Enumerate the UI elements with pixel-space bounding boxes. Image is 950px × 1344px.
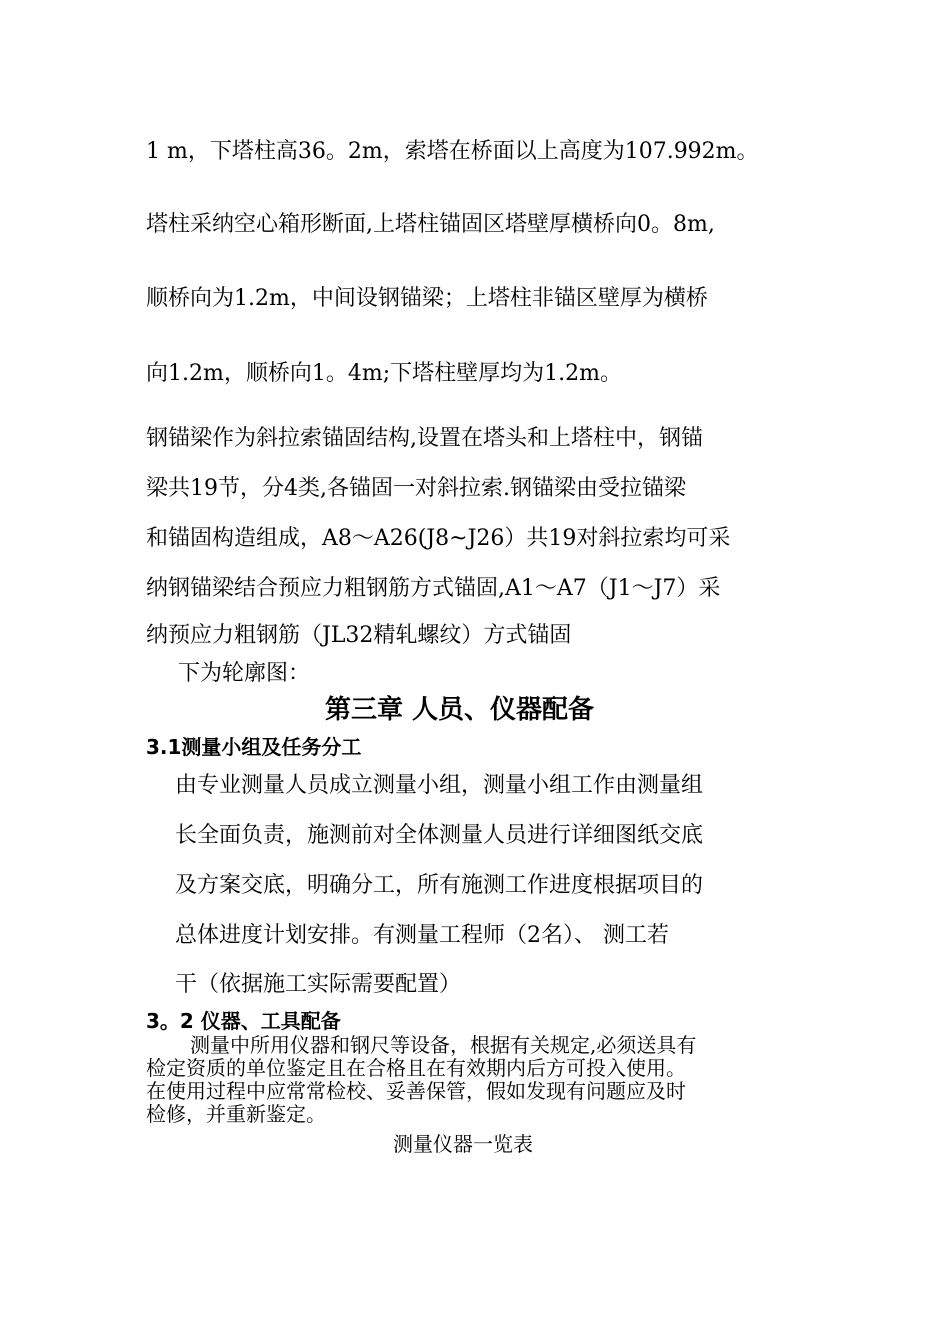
intro-line-2: 塔柱采纳空心箱形断面,上塔柱锚固区塔壁厚横桥向0。8m, [146,212,715,237]
intro-line-4: 向1.2m，顺桥向1。4m;下塔柱壁厚均为1.2m。 [146,361,622,386]
intro-line-9: 纳预应力粗钢筋（JL32精轧螺纹）方式锚固 [146,623,572,648]
section-3-2-line-1: 测量中所用仪器和钢尺等设备，根据有关规定,必须送具有 [190,1033,697,1057]
section-3-1-line-3: 及方案交底，明确分工，所有施测工作进度根据项目的 [175,873,704,898]
section-3-1-line-5: 干（依据施工实际需要配置） [175,972,462,997]
intro-line-10: 下为轮廓图： [178,661,311,686]
section-3-1-line-2: 长全面负责，施测前对全体测量人员进行详细图纸交底 [175,823,704,848]
section-3-1-line-4: 总体进度计划安排。有测量工程师（2名）、 测工若 [175,923,669,948]
section-3-1-heading: 3.1测量小组及任务分工 [146,735,362,759]
table-caption: 测量仪器一览表 [393,1132,533,1156]
section-3-2-heading: 3。2 仪器、工具配备 [146,1009,341,1033]
chapter-title: 第三章 人员、仪器配备 [325,695,595,725]
section-3-1-line-1: 由专业测量人员成立测量小组，测量小组工作由测量组 [175,773,704,798]
intro-line-3: 顺桥向为1.2m，中间设钢锚梁；上塔柱非锚区壁厚为横桥 [146,286,708,311]
intro-line-8: 纳钢锚梁结合预应力粗钢筋方式锚固,A1～A7（J1～J7）采 [146,576,721,601]
section-3-2-line-2: 检定资质的单位鉴定且在合格且在有效期内后方可投入使用。 [146,1056,686,1080]
section-3-2-line-4: 检修，并重新鉴定。 [146,1102,326,1126]
intro-line-5: 钢锚梁作为斜拉索锚固结构,设置在塔头和上塔柱中，钢锚 [146,426,703,451]
intro-line-1: 1 m，下塔柱高36。2m，索塔在桥面以上高度为107.992m。 [146,139,759,164]
intro-line-7: 和锚固构造组成，A8～A26(J8~J26）共19对斜拉索均可采 [146,526,731,551]
section-3-2-line-3: 在使用过程中应常常检校、妥善保管，假如发现有问题应及时 [146,1079,686,1103]
intro-line-6: 梁共19节，分4类,各锚固一对斜拉索.钢锚梁由受拉锚梁 [146,476,686,501]
